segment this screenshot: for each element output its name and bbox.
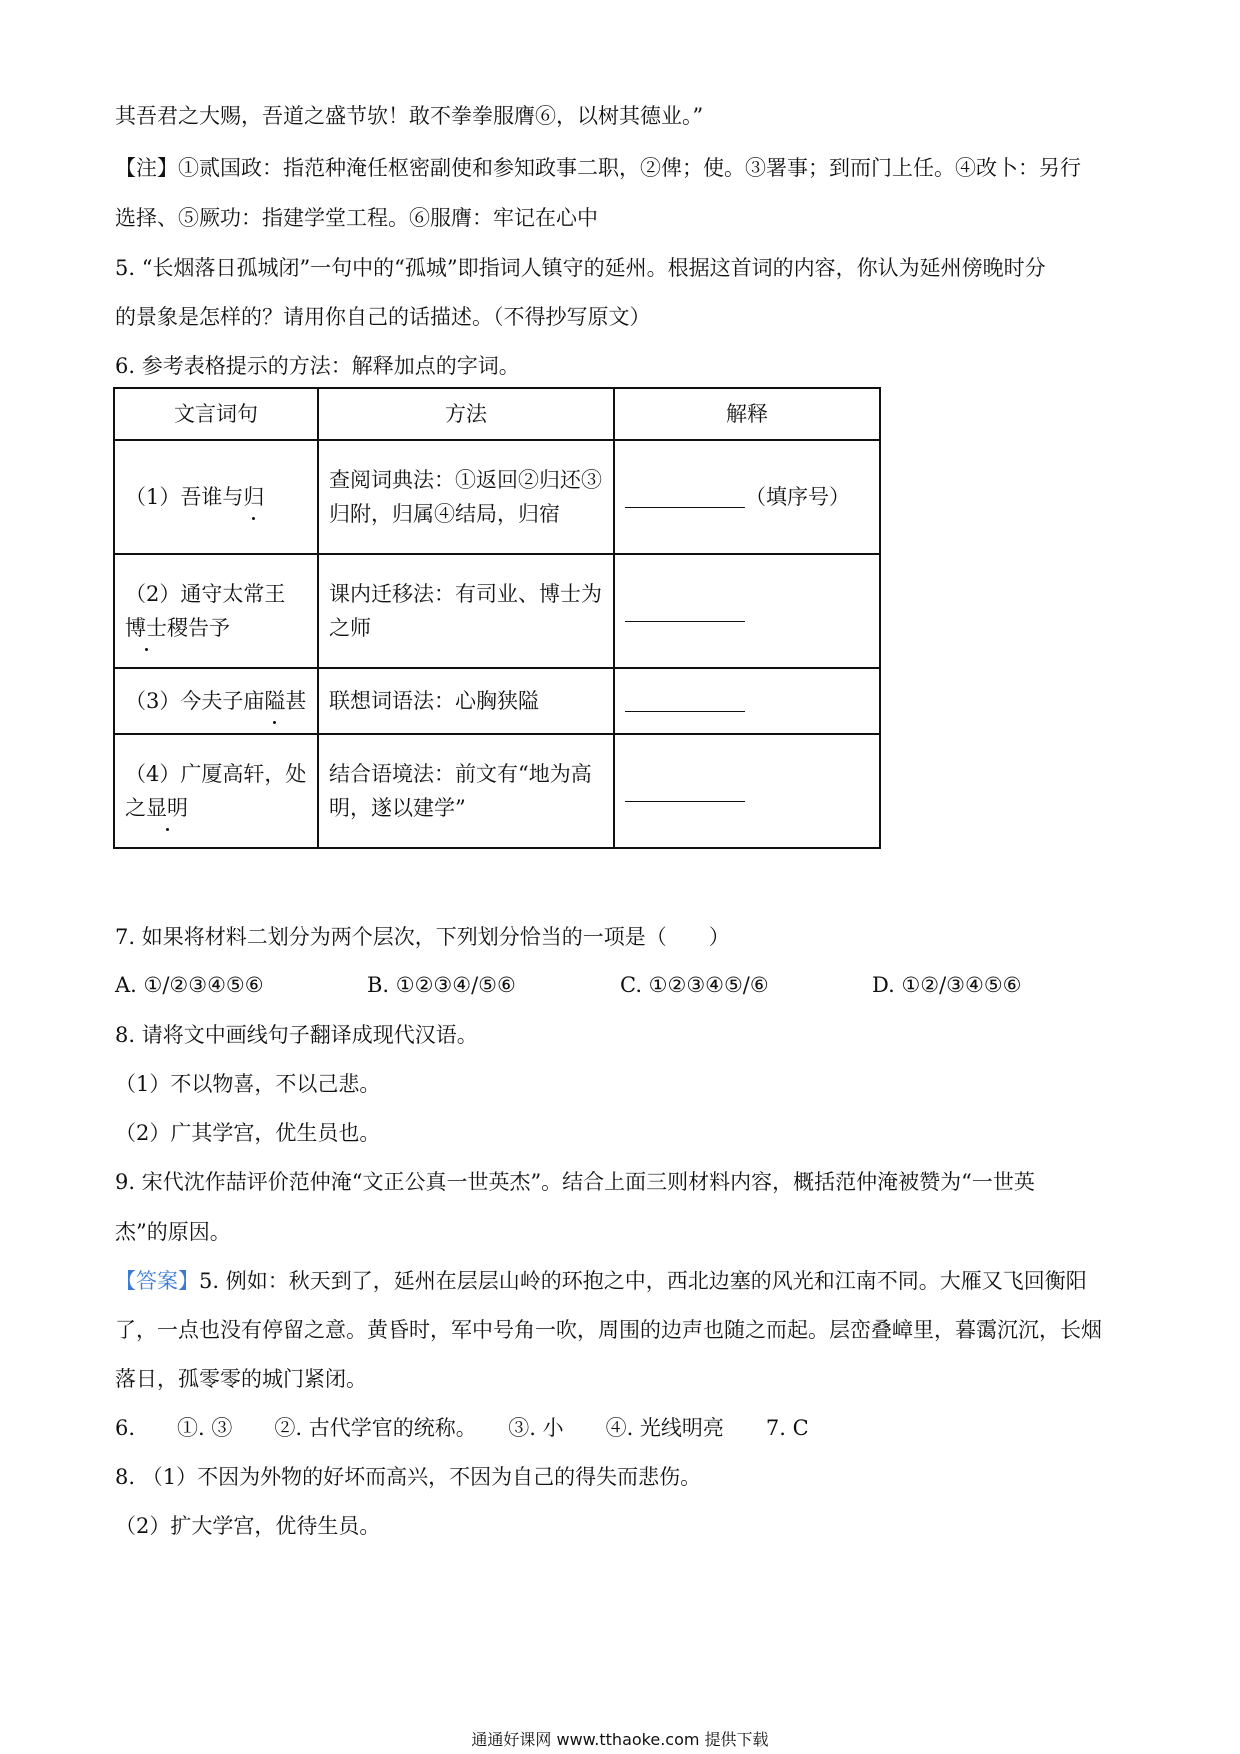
question-8-sentence-1: （1）不以物喜，不以己悲。 bbox=[115, 1072, 381, 1096]
table-row bbox=[114, 734, 880, 848]
table-cell-answer bbox=[614, 554, 880, 668]
answer-blank[interactable] bbox=[625, 693, 745, 712]
answer-tag: 【答案】 bbox=[115, 1269, 199, 1293]
table-cell-phrase: （1）吾谁与归 bbox=[114, 440, 318, 554]
answer-line-3: 落日，孤零零的城门紧闭。 bbox=[115, 1367, 367, 1391]
answer-blank[interactable] bbox=[625, 603, 745, 622]
option-b[interactable]: B. ①②③④/⑤⑥ bbox=[367, 973, 516, 997]
option-c[interactable]: C. ①②③④⑤/⑥ bbox=[620, 973, 769, 997]
option-a[interactable]: A. ①/②③④⑤⑥ bbox=[115, 973, 264, 997]
question-6-stem: 6. 参考表格提示的方法：解释加点的字词。 bbox=[115, 354, 520, 378]
answer-line-5: 8. （1）不因为外物的好坏而高兴，不因为自己的得失而悲伤。 bbox=[115, 1465, 702, 1489]
answer-line-4: 6. ①. ③ ②. 古代学官的统称。 ③. 小 ④. 光线明亮 7. C bbox=[115, 1416, 809, 1440]
table-cell-method: 结合语境法：前文有“地为高明，遂以建学” bbox=[318, 734, 614, 848]
table-row bbox=[114, 554, 880, 668]
table-header-cell: 文言词句 bbox=[114, 388, 318, 440]
table-cell-answer: （填序号） bbox=[614, 440, 880, 554]
table-cell-answer bbox=[614, 668, 880, 734]
table-cell-phrase: （2）通守太常王博士稷告予 bbox=[114, 554, 318, 668]
question-6-table bbox=[113, 387, 881, 849]
answer-line-1 bbox=[115, 1266, 1130, 1296]
answer-text: 5. 例如：秋天到了，延州在层层山岭的环抱之中，西北边塞的风光和江南不同。大雁又飞回衡阳 bbox=[199, 1269, 1087, 1293]
option-d[interactable]: D. ①②/③④⑤⑥ bbox=[872, 973, 1022, 997]
text-line-1: 其吾君之大赐，吾道之盛节欤！敢不拳拳服膺⑥，以树其德业。” bbox=[115, 104, 704, 128]
question-5-line-1: 5. “长烟落日孤城闭”一句中的“孤城”即指词人镇守的延州。根据这首词的内容，你认为延州傍晚时分 bbox=[115, 256, 1046, 280]
answer-blank[interactable] bbox=[625, 489, 745, 508]
answer-line-6: （2）扩大学宫，优待生员。 bbox=[115, 1514, 381, 1538]
question-5-line-2: 的景象是怎样的？请用你自己的话描述。（不得抄写原文） bbox=[115, 305, 651, 329]
question-9-line-2: 杰”的原因。 bbox=[115, 1220, 231, 1244]
note-tag: 【注】 bbox=[115, 156, 178, 180]
answer-line-2: 了，一点也没有停留之意。黄昏时，军中号角一吹，周围的边声也随之而起。层峦叠嶂里，暮霭沉沉，长烟 bbox=[115, 1318, 1102, 1342]
question-9-line-1: 9. 宋代沈作喆评价范仲淹“文正公真一世英杰”。结合上面三则材料内容，概括范仲淹被赞为“一世英 bbox=[115, 1170, 1035, 1194]
table-header-cell: 方法 bbox=[318, 388, 614, 440]
table-cell-method: 查阅词典法：①返回②归还③归附，归属④结局，归宿 bbox=[318, 440, 614, 554]
table-header-cell: 解释 bbox=[614, 388, 880, 440]
table-header-row bbox=[114, 388, 880, 440]
note-line-1 bbox=[115, 153, 1130, 183]
question-7-stem: 7. 如果将材料二划分为两个层次，下列划分恰当的一项是（ ） bbox=[115, 925, 730, 949]
question-8-sentence-2: （2）广其学宫，优生员也。 bbox=[115, 1121, 381, 1145]
table-cell-method: 课内迁移法：有司业、博士为之师 bbox=[318, 554, 614, 668]
table-cell-answer bbox=[614, 734, 880, 848]
table-row bbox=[114, 440, 880, 554]
page-footer: 通通好课网 www.tthaoke.com 提供下载 bbox=[471, 1730, 769, 1749]
question-8-stem: 8. 请将文中画线句子翻译成现代汉语。 bbox=[115, 1023, 478, 1047]
table-cell-phrase: （4）广厦高轩，处之显明 bbox=[114, 734, 318, 848]
note-text-1: ①贰国政：指范种淹任枢密副使和参知政事二职，②俾；使。③署事；到而门上任。④改卜：另行 bbox=[178, 156, 1081, 180]
table-cell-phrase: （3）今夫子庙隘甚 bbox=[114, 668, 318, 734]
table-row bbox=[114, 668, 880, 734]
note-line-2: 选择、⑤厥功：指建学堂工程。⑥服膺：牢记在心中 bbox=[115, 206, 598, 230]
answer-blank[interactable] bbox=[625, 783, 745, 802]
table-cell-method: 联想词语法：心胸狭隘 bbox=[318, 668, 614, 734]
